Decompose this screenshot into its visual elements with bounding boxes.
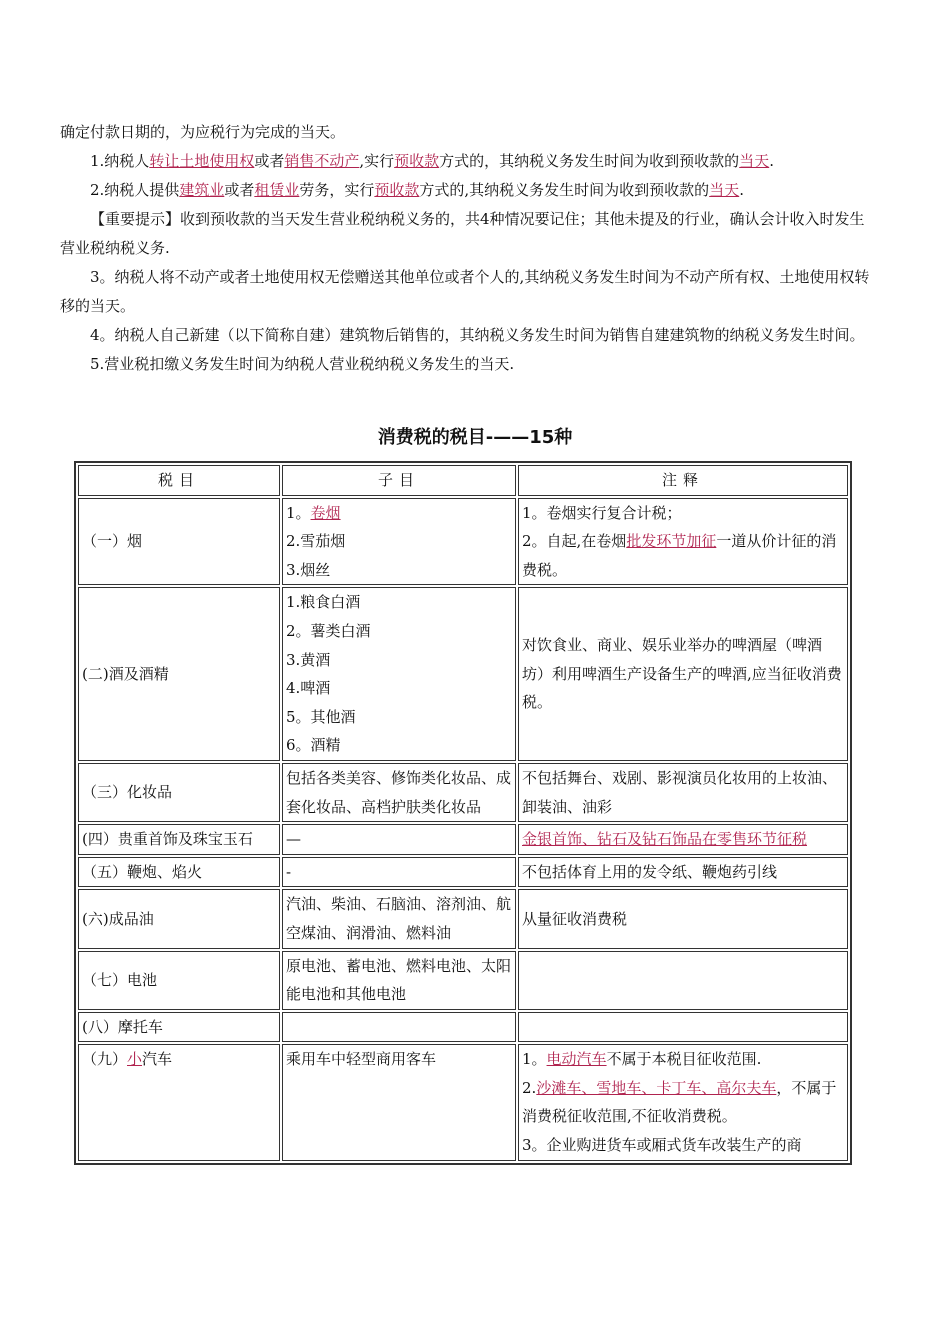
text: ，不属于消费税征收范围,不征收消费税。 — [522, 1078, 837, 1126]
notes-cell — [518, 824, 848, 855]
link-same-day[interactable]: 当天 — [709, 181, 740, 199]
notes-cell — [518, 951, 848, 1010]
text: 或者 — [254, 152, 285, 170]
notes-cell — [518, 1012, 848, 1043]
header-sub-item: 子目 — [282, 465, 516, 496]
sub-item-cell: 原电池、蓄电池、燃料电池、太阳能电池和其他电池 — [282, 951, 516, 1010]
notes-cell — [518, 1044, 848, 1160]
text: 方式的，其纳税义务发生时间为收到预收款的 — [439, 152, 740, 170]
notes-cell: 不包括体育上用的发令纸、鞭炮药引线 — [518, 857, 848, 888]
text: 不属于本税目征收范围. — [606, 1050, 762, 1069]
text: 或者 — [224, 181, 255, 199]
tax-item-cell: （五）鞭炮、焰火 — [78, 857, 280, 888]
paragraph: 确定付款日期的，为应税行为完成的当天。 — [60, 123, 346, 141]
link-same-day[interactable]: 当天 — [739, 152, 770, 170]
notes-cell — [518, 498, 848, 586]
table-row — [78, 857, 848, 888]
link-wholesale-levy[interactable]: 批发环节加征 — [626, 532, 717, 551]
paragraph-item-4: 4。纳税人自己新建（以下简称自建）建筑物后销售的，其纳税义务发生时间为销售自建建筑物的纳税义务发生时间。 — [90, 326, 865, 344]
link-advance-payment[interactable]: 预收款 — [374, 181, 420, 199]
notes-cell: 对饮食业、商业、娱乐业举办的啤酒屋（啤酒坊）利用啤酒生产设备生产的啤酒,应当征收消费税。 — [518, 587, 848, 761]
paragraph-item-2 — [60, 176, 870, 205]
header-notes: 注释 — [518, 465, 848, 496]
text: . — [769, 152, 774, 170]
link-leasing[interactable]: 租赁业 — [254, 181, 300, 199]
sub-item-cell: 包括各类美容、修饰类化妆品、成套化妆品、高档护肤类化妆品 — [282, 763, 516, 822]
paragraph-item-1 — [60, 147, 870, 176]
link-excluded-vehicles[interactable]: 沙滩车、雪地车、卡丁车、高尔夫车 — [536, 1078, 777, 1097]
link-small[interactable]: 小 — [127, 1050, 143, 1069]
text: 汽车 — [142, 1050, 173, 1069]
sub-item-cell — [282, 498, 516, 586]
text: 2。自起,在卷烟 — [522, 532, 627, 551]
text: （九） — [82, 1050, 128, 1069]
text: 1.粮食白酒 — [286, 593, 361, 612]
text: 2. — [522, 1078, 537, 1097]
sub-item-cell: — — [282, 824, 516, 855]
text: ,实行 — [359, 152, 395, 170]
notes-cell: 从量征收消费税 — [518, 889, 848, 948]
table-row — [78, 1044, 848, 1160]
text: 5。其他酒 — [286, 707, 356, 726]
link-sale-real-estate[interactable]: 销售不动产 — [284, 152, 360, 170]
consumption-tax-table — [74, 461, 852, 1165]
tax-item-cell: (四）贵重首饰及珠宝玉石 — [78, 824, 280, 855]
tax-item-cell: (八）摩托车 — [78, 1012, 280, 1043]
table-row — [78, 889, 848, 948]
document-body — [60, 118, 870, 379]
text: 2.纳税人提供 — [90, 181, 180, 199]
important-tip: 【重要提示】收到预收款的当天发生营业税纳税义务的，共4种情况要记住；其他未提及的行业，确认会计收入时发生营业税纳税义务. — [60, 210, 865, 257]
link-advance-payment[interactable]: 预收款 — [394, 152, 440, 170]
paragraph-item-5: 5.营业税扣缴义务发生时间为纳税人营业税纳税义务发生的当天. — [90, 355, 515, 373]
header-tax-item: 税目 — [78, 465, 280, 496]
table-row — [78, 763, 848, 822]
sub-item-cell: 汽油、柴油、石脑油、溶剂油、航空煤油、润滑油、燃料油 — [282, 889, 516, 948]
text: . — [739, 181, 744, 199]
tax-item-cell: (六)成品油 — [78, 889, 280, 948]
text: 4.啤酒 — [286, 679, 331, 698]
table-title: 消费税的税目-——15种 — [377, 427, 573, 448]
text: 6。酒精 — [286, 736, 341, 755]
table-row — [78, 951, 848, 1010]
tax-item-cell — [78, 1044, 280, 1160]
notes-cell: 不包括舞台、戏剧、影视演员化妆用的上妆油、卸装油、油彩 — [518, 763, 848, 822]
tax-item-cell: （三）化妆品 — [78, 763, 280, 822]
sub-item-cell: - — [282, 857, 516, 888]
table-row — [78, 824, 848, 855]
table-row — [78, 587, 848, 761]
tax-item-cell: (二)酒及酒精 — [78, 587, 280, 761]
text: 1。 — [522, 1050, 547, 1069]
sub-item-cell — [282, 1012, 516, 1043]
link-transfer-land-use-right[interactable]: 转让土地使用权 — [149, 152, 255, 170]
tax-item-cell: （一）烟 — [78, 498, 280, 586]
sub-item-cell — [282, 587, 516, 761]
text: 1.纳税人 — [90, 152, 150, 170]
text: 3.烟丝 — [286, 560, 331, 579]
text: 2。薯类白酒 — [286, 621, 371, 640]
paragraph-item-3: 3。纳税人将不动产或者土地使用权无偿赠送其他单位或者个人的,其纳税义务发生时间为不动产所有权、土地使用权转移的当天。 — [60, 268, 870, 315]
text: 2.雪茄烟 — [286, 532, 346, 551]
text: 方式的,其纳税义务发生时间为收到预收款的 — [419, 181, 710, 199]
table-header-row — [78, 465, 848, 496]
link-cigarettes[interactable]: 卷烟 — [310, 503, 341, 522]
tax-item-cell: （七）电池 — [78, 951, 280, 1010]
table-row — [78, 498, 848, 586]
text: 劳务，实行 — [299, 181, 375, 199]
table-row — [78, 1012, 848, 1043]
link-gold-jewelry-retail[interactable]: 金银首饰、钻石及钻石饰品在零售环节征税 — [522, 830, 808, 849]
text: 一道从价计征的消费税。 — [522, 532, 837, 579]
text: 3.黄酒 — [286, 650, 331, 669]
link-construction[interactable]: 建筑业 — [179, 181, 225, 199]
text: 1。 — [286, 503, 311, 522]
text: 3。企业购进货车或厢式货车改装生产的商 — [522, 1136, 802, 1155]
text: 1。卷烟实行复合计税； — [522, 503, 682, 522]
link-electric-car[interactable]: 电动汽车 — [546, 1050, 607, 1069]
sub-item-cell: 乘用车中轻型商用客车 — [282, 1044, 516, 1160]
